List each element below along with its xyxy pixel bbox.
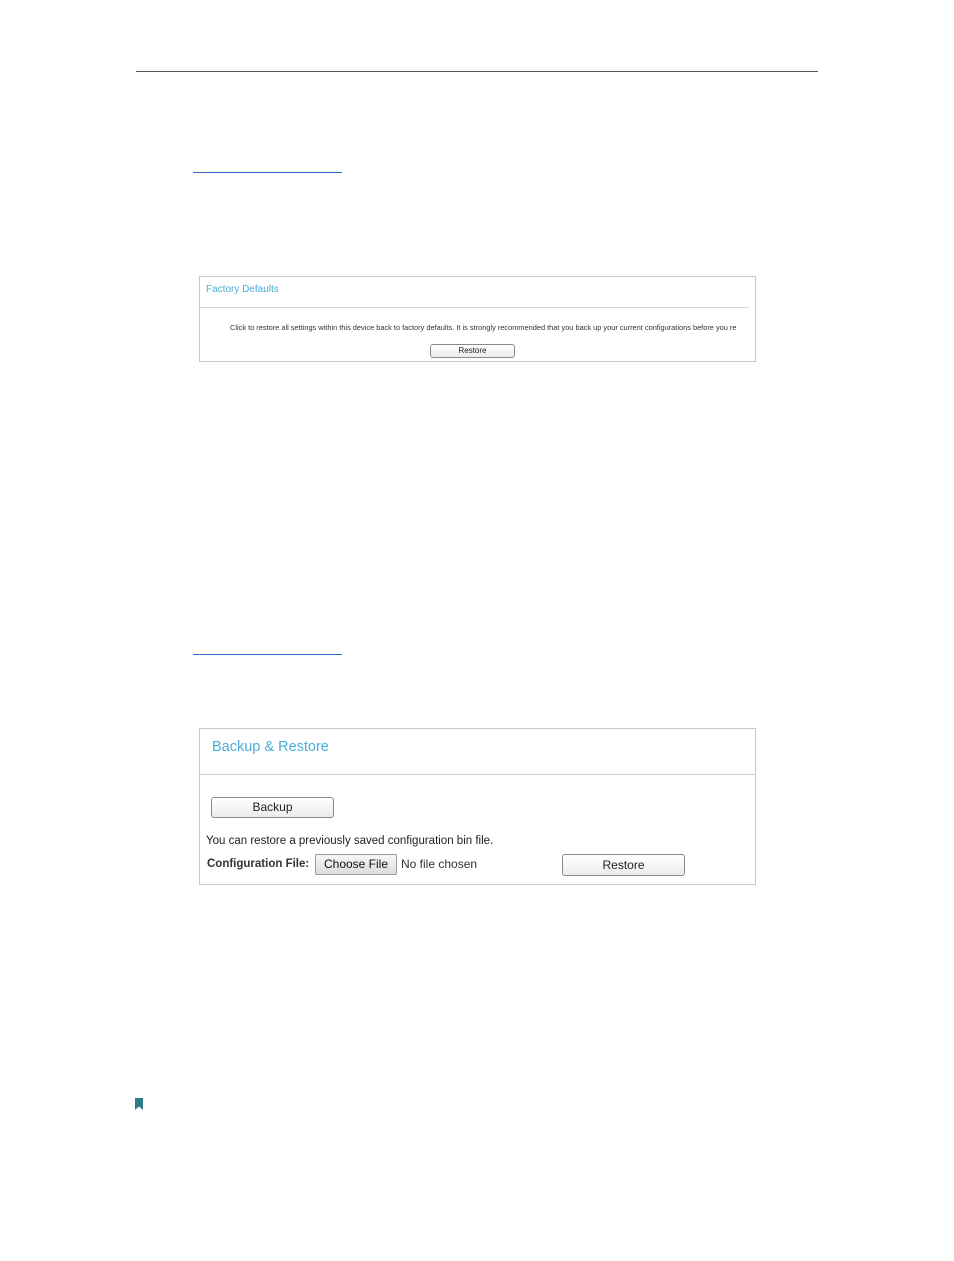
choose-file-button[interactable]: Choose File — [315, 854, 397, 875]
bookmark-icon — [135, 1098, 143, 1110]
panel-title: Factory Defaults — [206, 284, 279, 295]
backup-restore-panel — [199, 728, 756, 885]
config-restore-button[interactable]: Restore — [562, 854, 685, 876]
restore-note: You can restore a previously saved configuration bin file. — [206, 835, 494, 847]
panel-title: Backup & Restore — [212, 739, 329, 755]
link-underline[interactable] — [193, 172, 342, 173]
factory-defaults-description: Click to restore all settings within this device back to factory defaults. It is strongly recommended that you back up your current configurations before you re — [230, 323, 737, 332]
panel-divider — [200, 774, 755, 775]
header-rule — [136, 71, 818, 72]
configuration-file-label: Configuration File: — [207, 858, 310, 870]
file-status: No file chosen — [401, 857, 478, 871]
link-underline[interactable] — [193, 654, 342, 655]
factory-defaults-panel — [199, 276, 756, 362]
backup-button[interactable]: Backup — [211, 797, 334, 818]
panel-divider — [200, 307, 749, 308]
factory-restore-button[interactable]: Restore — [430, 344, 515, 358]
